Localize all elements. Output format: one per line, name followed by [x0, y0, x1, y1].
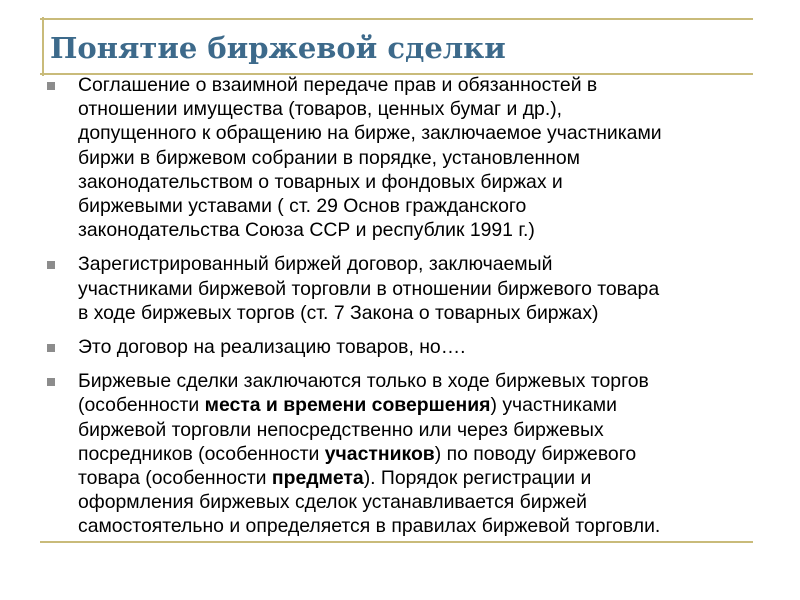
- text-segment: ) участниками: [490, 394, 617, 417]
- title-accent-vertical-line: [42, 17, 44, 76]
- text-segment: биржевой торговли непосредственно или через биржевых: [78, 418, 604, 441]
- text-line: [78, 442, 765, 466]
- emphasized-text: предмета: [271, 467, 364, 490]
- text-line: [78, 170, 765, 194]
- text-segment: в ходе биржевых торгов (ст. 7 Закона о товарных биржах): [78, 301, 599, 324]
- bullet-item: [45, 369, 765, 538]
- text-segment: ). Порядок регистрации и: [363, 467, 592, 490]
- text-segment: законодательства Союза ССР и республик 1991 г.): [78, 219, 535, 242]
- text-segment: Соглашение о взаимной передаче прав и обязанностей в: [78, 74, 598, 96]
- text-line: [78, 301, 765, 325]
- text-segment: самостоятельно и определяется в правилах биржевой торговли.: [78, 515, 661, 538]
- text-segment: законодательством о товарных и фондовых биржах и: [78, 170, 563, 193]
- text-line: [78, 514, 765, 538]
- text-segment: ) по поводу биржевого: [434, 442, 637, 465]
- text-line: [78, 369, 765, 393]
- text-segment: биржи в биржевом собрании в порядке, установленном: [78, 146, 581, 169]
- text-line: [78, 218, 765, 242]
- bullet-item: [45, 73, 765, 242]
- text-segment: биржевыми уставами ( ст. 29 Основ гражданского: [78, 195, 527, 218]
- text-line: [78, 194, 765, 218]
- text-line: [78, 466, 765, 490]
- text-segment: допущенного к обращению на бирже, заключаемое участниками: [78, 122, 662, 145]
- slide-body: [45, 73, 765, 549]
- text-line: [78, 418, 765, 442]
- square-bullet-icon: [47, 378, 55, 386]
- text-line: [78, 73, 765, 97]
- bullet-list: [45, 73, 765, 539]
- text-segment: Это договор на реализацию товаров, но….: [78, 336, 466, 359]
- text-segment: товара (особенности: [78, 467, 272, 490]
- text-line: [78, 97, 765, 121]
- text-line: [78, 146, 765, 170]
- bullet-text: [78, 335, 765, 359]
- text-line: [78, 393, 765, 417]
- square-bullet-icon: [47, 344, 55, 352]
- bullet-text: [78, 369, 765, 538]
- emphasized-text: участников: [324, 442, 435, 465]
- text-segment: участниками биржевой торговли в отношении биржевого товара: [78, 277, 660, 300]
- square-bullet-icon: [47, 82, 55, 90]
- bullet-item: [45, 335, 765, 359]
- square-bullet-icon: [47, 261, 55, 269]
- text-segment: (особенности: [78, 394, 205, 417]
- text-segment: посредников (особенности: [78, 442, 325, 465]
- bullet-text: [78, 252, 765, 325]
- text-line: [78, 277, 765, 301]
- slide-title: Понятие биржевой сделки: [50, 31, 506, 65]
- title-top-rule: [40, 18, 753, 20]
- bullet-text: [78, 73, 765, 242]
- text-line: [78, 490, 765, 514]
- text-segment: отношении имущества (товаров, ценных бумаг и др.),: [78, 98, 563, 121]
- text-line: [78, 252, 765, 276]
- text-line: [78, 335, 765, 359]
- text-segment: Биржевые сделки заключаются только в ходе биржевых торгов: [78, 370, 649, 393]
- bullet-item: [45, 252, 765, 325]
- text-segment: оформления биржевых сделок устанавливается биржей: [78, 491, 587, 514]
- emphasized-text: места и времени совершения: [204, 394, 491, 417]
- text-segment: Зарегистрированный биржей договор, заключаемый: [78, 253, 553, 276]
- text-line: [78, 121, 765, 145]
